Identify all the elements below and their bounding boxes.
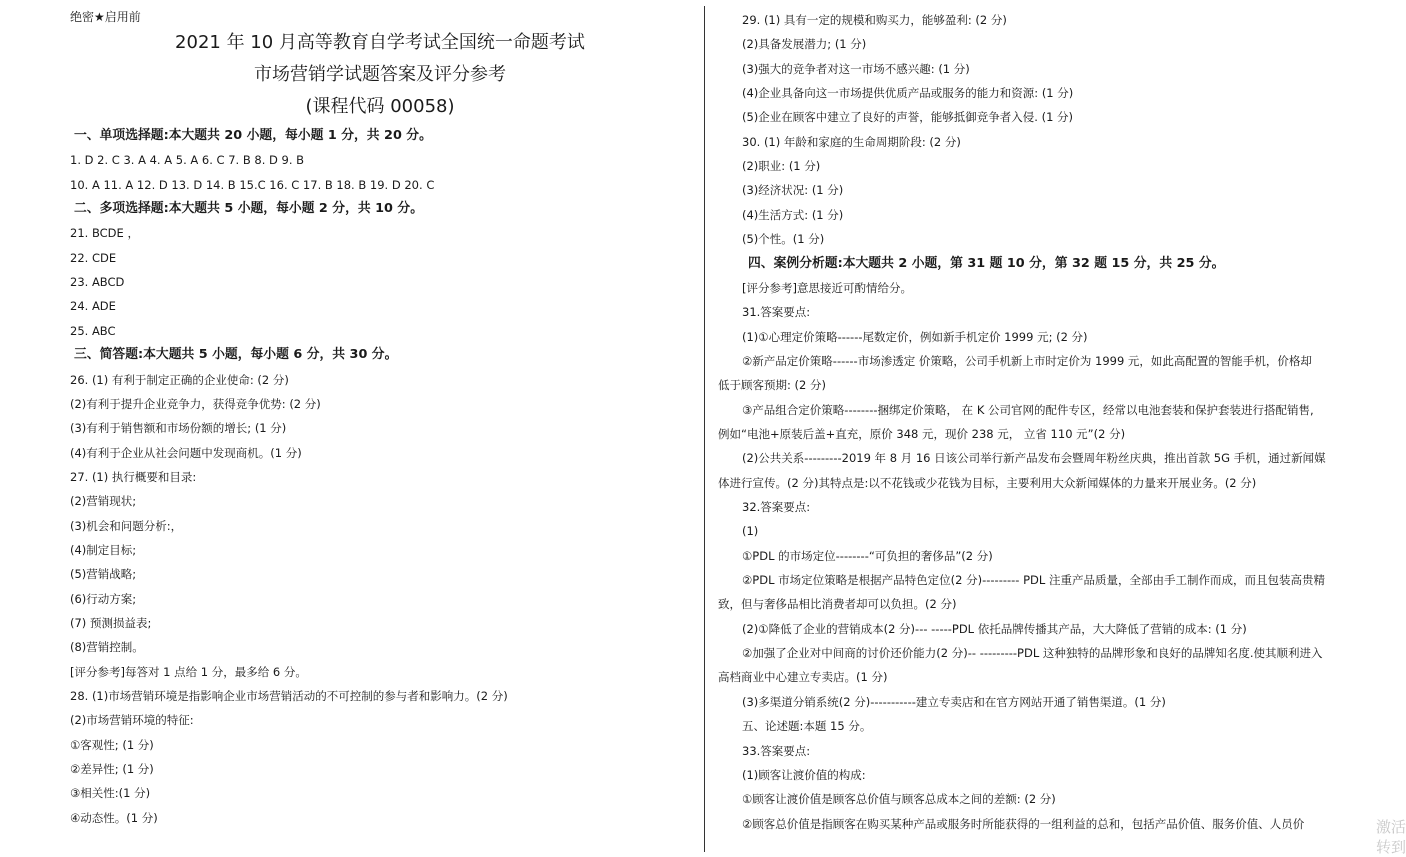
answer-line: 26. (1) 有利于制定正确的企业使命: (2 分) [70,372,289,387]
answer-line: (3)多渠道分销系统(2 分)-----------建立专卖店和在官方网站开通了销售渠道。(1 分) [742,694,1166,709]
answer-line: 27. (1) 执行概要和目录: [70,469,197,484]
answer-line: 31.答案要点: [742,305,811,320]
answer-line: (2)公共关系---------2019 年 8 月 16 日该公司举行新产品发布会暨周年粉丝庆典，推出首款 5G 手机，通过新闻媒 [742,451,1326,466]
answer-line: 33.答案要点: [742,743,811,758]
column-divider [704,6,705,852]
answer-line: ③产品组合定价策略--------捆绑定价策略， 在 K 公司官网的配件专区，经常以电池套装和保护套装进行搭配销售, [742,402,1314,417]
answer-line: ①顾客让渡价值是顾客总价值与顾客总成本之间的差额: (2 分) [742,792,1056,807]
answer-line: 24. ADE [70,299,116,314]
answer-line: (2)营销现状; [70,494,137,509]
answer-line: (3)机会和问题分析:， [70,518,183,533]
answer-line: ②加强了企业对中间商的讨价还价能力(2 分)-- ---------PDL 这种独特的品牌形象和良好的品牌知名度.使其顺利进入 [742,646,1323,661]
watermark-line2: 转到 [1375,838,1406,856]
answer-line: (2)职业: (1 分) [742,159,821,174]
answer-line: (1)①心理定价策略------尾数定价，例如新手机定价 1999 元; (2 分) [742,329,1088,344]
answer-line: 21. BCDE ， [70,226,139,241]
answer-line: ②顾客总价值是指顾客在购买某种产品或服务时所能获得的一组利益的总和，包括产品价值、服务价值、人员价 [742,816,1305,831]
answer-line: 高档商业中心建立专卖店。(1 分) [718,670,888,685]
watermark-line1: 激活 [1375,818,1406,836]
paper-title: 市场营销学试题答案及评分参考 [254,64,506,85]
answer-line: (5)企业在顾客中建立了良好的声誉，能够抵御竞争者入侵. (1 分) [742,110,1074,125]
answer-line: (8)营销控制。 [70,640,144,655]
answer-line: (7) 预测损益表; [70,616,152,630]
answer-line: 30. (1) 年龄和家庭的生命周期阶段: (2 分) [742,134,961,149]
answer-line: ④动态性。(1 分) [70,810,158,825]
answer-line: (4)企业具备向这一市场提供优质产品或服务的能力和资源: (1 分) [742,86,1074,101]
answer-line: 低于顾客预期: (2 分) [718,378,826,393]
answer-line: (5)个性。(1 分) [742,232,825,247]
exam-title: 2021 年 10 月高等教育自学考试全国统一命题考试 [175,32,585,53]
answer-line: 五、论述题:本题 15 分。 [742,719,872,734]
answer-line: (3)有利于销售额和市场份额的增长; (1 分) [70,421,287,436]
answer-line: (5)营销战略; [70,567,137,582]
answer-line: (4)生活方式: (1 分) [742,207,844,222]
answer-line: 29. (1) 具有一定的规模和购买力，能够盈利: (2 分) [742,13,1007,27]
answer-line: 10. A 11. A 12. D 13. D 14. B 15.C 16. C 17. B 18. B 19. D 20. C [70,177,435,192]
answer-line: (4)有利于企业从社会问题中发现商机。(1 分) [70,445,302,460]
section-heading: 三、简答题:本大题共 5 小题，每小题 6 分，共 30 分。 [74,347,398,363]
answer-line: (1)顾客让渡价值的构成: [742,767,866,782]
confidential-label: 绝密★启用前 [70,10,141,24]
answer-line: (4)制定目标; [70,542,137,557]
answer-line: (3)经济状况: (1 分) [742,183,844,198]
answer-line: (2)①降低了企业的营销成本(2 分)--- -----PDL 依托品牌传播其产品，大大降低了营销的成本: (1 分) [742,621,1247,636]
answer-line: ②差异性; (1 分) [70,762,154,777]
answer-line: 28. (1)市场营销环境是指影响企业市场营销活动的不可控制的参与者和影响力。(2 分) [70,689,508,704]
course-code: (课程代码 00058) [305,96,455,117]
answer-line: (2)有利于提升企业竞争力，获得竞争优势: (2 分) [70,396,321,411]
answer-line: (1) [742,524,759,539]
answer-line: 25. ABC [70,323,116,338]
answer-line: ②PDL 市场定位策略是根据产品特色定位(2 分)--------- PDL 注重产品质量，全部由手工制作而成，而且包装高贵精 [742,573,1325,588]
answer-line: [评分参考]意思接近可酌情给分。 [742,280,912,295]
section-heading: 一、单项选择题:本大题共 20 小题，每小题 1 分，共 20 分。 [74,128,432,143]
answer-line: ①PDL 的市场定位--------“可负担的奢侈品”(2 分) [742,548,993,563]
answer-line: (2)市场营销环境的特征: [70,713,194,728]
answer-line: ①客观性; (1 分) [70,737,154,752]
answer-line: 例如“电池+原装后盖+直充，原价 348 元，现价 238 元， 立省 110 元”(2 分) [718,426,1126,441]
section-heading: 四、案例分析题:本大题共 2 小题，第 31 题 10 分，第 32 题 15 分，共 25 分。 [748,255,1225,271]
answer-line: 1. D 2. C 3. A 4. A 5. A 6. C 7. B 8. D 9. B [70,153,305,168]
answer-line: 23. ABCD [70,275,125,290]
answer-line: 致，但与奢侈品相比消费者却可以负担。(2 分) [718,597,957,612]
answer-line: 体进行宣传。(2 分)其特点是:以不花钱或少花钱为目标，主要利用大众新闻媒体的力量来开展业务。(2 分) [718,475,1257,490]
answer-line: 22. CDE [70,250,117,265]
answer-line: (2)具备发展潜力; (1 分) [742,37,867,52]
section-heading: 二、多项选择题:本大题共 5 小题，每小题 2 分，共 10 分。 [74,201,423,217]
answer-line: [评分参考]每答对 1 点给 1 分，最多给 6 分。 [70,664,307,679]
answer-line: (3)强大的竞争者对这一市场不感兴趣: (1 分) [742,61,970,76]
answer-line: ③相关性:(1 分) [70,786,151,801]
answer-line: 32.答案要点: [742,500,811,514]
answer-line: ②新产品定价策略------市场渗透定 价策略，公司手机新上市时定价为 1999 元，如此高配置的智能手机，价格却 [742,353,1312,368]
answer-line: (6)行动方案; [70,591,137,606]
activation-watermark [1376,817,1406,857]
